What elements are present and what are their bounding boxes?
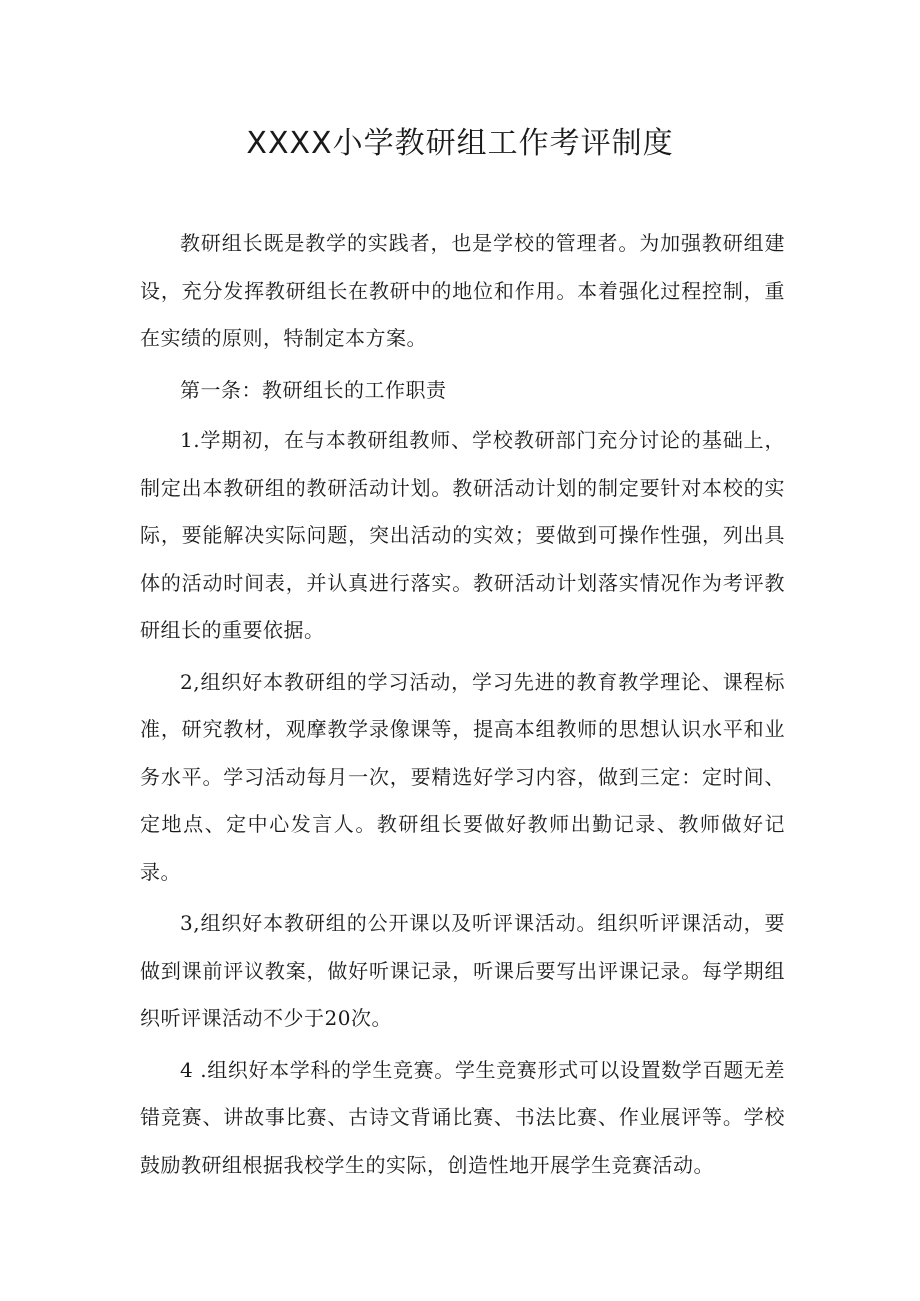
- duty-paragraph-1: 1.学期初，在与本教研组教师、学校教研部门充分讨论的基础上，制定出本教研组的教研活动计划。教研活动计划的制定要针对本校的实际，要能解决实际问题，突出活动的实效；要做到可操作性强，列出具体的活动时间表，并认真进行落实。教研活动计划落实情况作为考评教研组长的重要依据。: [140, 428, 785, 642]
- document-body: [140, 220, 785, 1193]
- duty-paragraph-4: 4 .组织好本学科的学生竞赛。学生竞赛形式可以设置数学百题无差错竞赛、讲故事比赛、古诗文背诵比赛、书法比赛、作业展评等。学校鼓励教研组根据我校学生的实际，创造性地开展学生竞赛活动。: [140, 1057, 785, 1177]
- section-heading: 第一条：教研组长的工作职责: [180, 377, 447, 402]
- intro-paragraph: 教研组长既是教学的实践者，也是学校的管理者。为加强教研组建设，充分发挥教研组长在教研中的地位和作用。本着强化过程控制，重在实绩的原则，特制定本方案。: [140, 231, 785, 350]
- document-title: XXXX小学教研组工作考评制度: [246, 126, 674, 161]
- duty-paragraph-3: 3,组织好本教研组的公开课以及听评课活动。组织听评课活动，要做到课前评议教案，做好听课记录，听课后要写出评课记录。每学期组织听评课活动不少于20次。: [140, 911, 785, 1030]
- duty-paragraph-2: 2,组织好本教研组的学习活动，学习先进的教育教学理论、课程标准，研究教材，观摩教学录像课等，提高本组教师的思想认识水平和业务水平。学习活动每月一次，要精选好学习内容，做到三定：定时间、定地点、定中心发言人。教研组长要做好教师出勤记录、教师做好记录。: [140, 669, 785, 884]
